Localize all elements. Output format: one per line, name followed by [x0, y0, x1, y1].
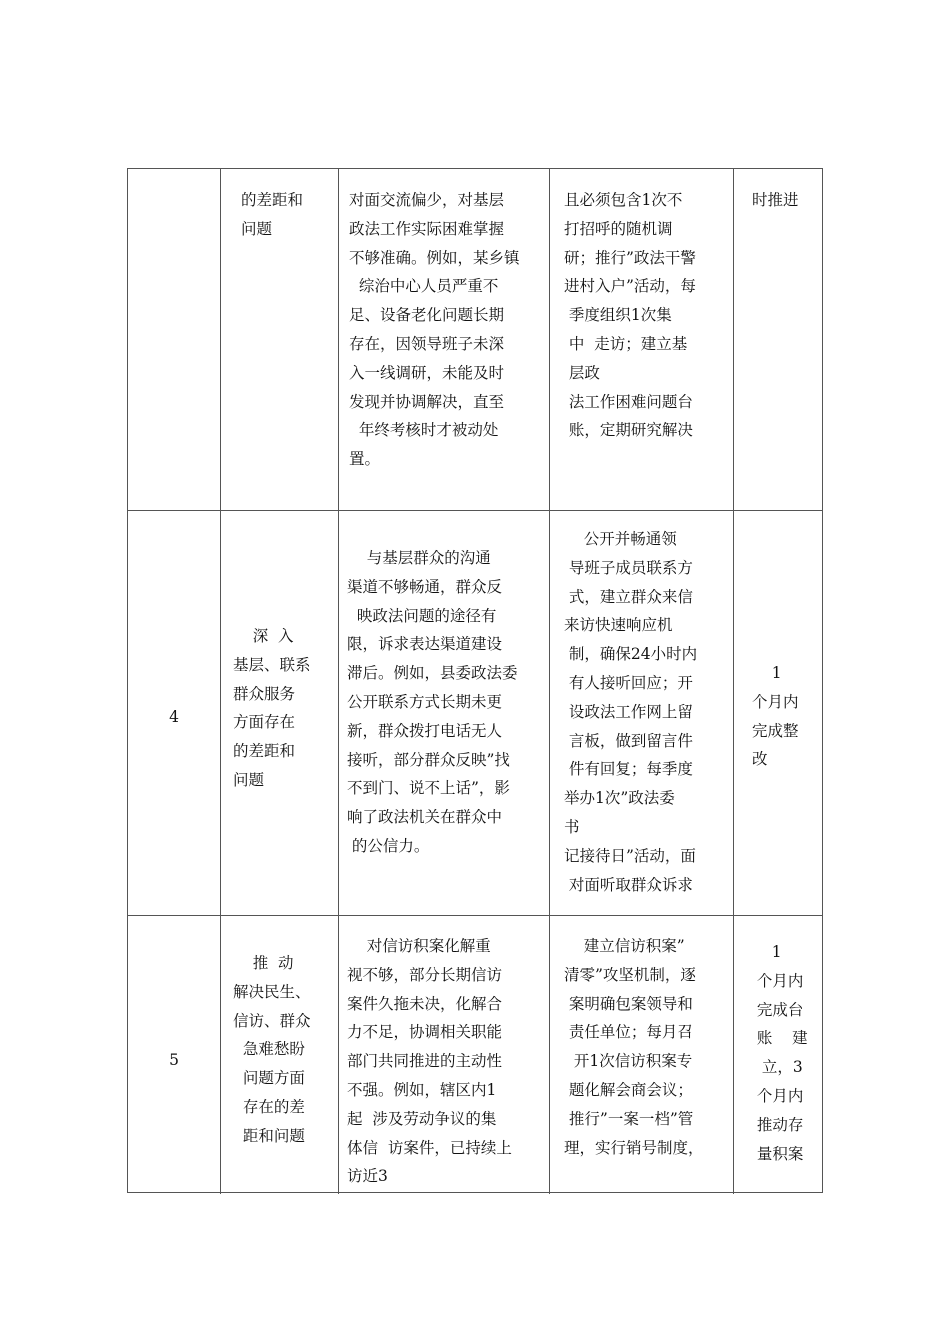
text-line: 的差距和 — [233, 742, 296, 761]
text-line: 清零”攻坚机制，逐 — [564, 965, 696, 984]
table-row — [128, 916, 822, 1194]
text-line: 滞后。例如，县委政法委 — [347, 664, 518, 683]
cell-text — [734, 916, 823, 1168]
text-line: 视不够，部分长期信访 — [347, 965, 503, 984]
text-line: 与基层群众的沟通 — [347, 549, 491, 567]
text-line: 公开并畅通领 — [564, 530, 677, 548]
text-line: 接听，部分群众反映”找 — [347, 750, 510, 769]
text-line: 案件久拖未决，化解合 — [347, 994, 503, 1013]
cell-text — [339, 169, 549, 474]
text-line: 1 — [752, 664, 782, 682]
text-line: 量积案 — [752, 1144, 804, 1163]
text-line: 书 — [564, 817, 580, 836]
measures-cell — [550, 916, 734, 1194]
text-line: 责任单位；每月召 — [564, 1023, 693, 1042]
cell-text — [221, 916, 338, 1151]
text-line: 中 走访；建立基 — [564, 334, 688, 353]
text-line: 季度组织1次集 — [564, 306, 672, 325]
deadline-cell — [734, 169, 823, 510]
text-line: 发现并协调解决，直至 — [349, 392, 505, 411]
text-line: 响了政法机关在群众中 — [347, 808, 503, 827]
text-line: 言板，做到留言件 — [564, 731, 693, 750]
row-number-text — [128, 169, 220, 185]
text-line: 对面听取群众诉求 — [564, 875, 693, 894]
text-line: 年终考核时才被动处 — [349, 421, 499, 440]
text-line: 对面交流偏少，对基层 — [349, 191, 505, 209]
row-number-text: 5 — [169, 1051, 179, 1069]
cell-text — [734, 511, 823, 774]
text-line: 入一线调研，未能及时 — [349, 363, 505, 382]
text-line: 开1次信访积案专 — [564, 1052, 693, 1071]
text-line: 群众服务 — [233, 684, 296, 703]
text-line: 改 — [752, 750, 768, 769]
text-line: 足、设备老化问题长期 — [349, 306, 505, 325]
text-line: 置。 — [349, 450, 381, 469]
text-line: 个月内 — [752, 971, 804, 990]
text-line: 式，建立群众来信 — [564, 587, 693, 606]
text-line: 理，实行销号制度， — [564, 1138, 704, 1157]
text-line: 打招呼的随机调 — [564, 219, 673, 238]
text-line: 建立信访积案” — [564, 937, 685, 955]
text-line: 完成台 — [752, 1000, 804, 1019]
row-number — [128, 916, 221, 1194]
text-line: 有人接听回应；开 — [564, 673, 693, 692]
text-line: 案明确包案领导和 — [564, 994, 693, 1013]
cell-text — [550, 916, 733, 1162]
text-line: 访近3 — [347, 1167, 388, 1186]
text-line: 完成整 — [752, 721, 799, 740]
text-line: 限，诉求表达渠道建设 — [347, 635, 503, 654]
text-line: 的差距和 — [241, 191, 304, 209]
text-line: 存在的差 — [233, 1097, 305, 1116]
text-line: 映政法问题的途径有 — [347, 606, 497, 625]
row-number — [128, 511, 221, 915]
text-line: 力不足，协调相关职能 — [347, 1023, 503, 1042]
problem-cell — [339, 169, 550, 510]
text-line: 对信访积案化解重 — [347, 937, 491, 955]
text-line: 推 动 — [233, 954, 294, 972]
text-line: 方面存在 — [233, 713, 296, 732]
table-row — [128, 511, 822, 916]
cell-text — [550, 511, 733, 899]
text-line: 题化解会商会议； — [564, 1080, 693, 1099]
text-line: 解决民生、 — [233, 982, 311, 1001]
text-line: 不够准确。例如，某乡镇 — [349, 248, 520, 267]
text-line: 不到门、说不上话”，影 — [347, 779, 510, 798]
text-line: 问题 — [233, 770, 265, 789]
text-line: 1 — [752, 943, 782, 961]
text-line: 导班子成员联系方 — [564, 558, 693, 577]
text-line: 问题 — [241, 219, 273, 238]
text-line: 信访、群众 — [233, 1011, 311, 1030]
rectification-table — [127, 168, 823, 1193]
text-line: 件有回复；每季度 — [564, 760, 693, 779]
problem-cell — [339, 916, 550, 1194]
text-line: 且必须包含1次不 — [564, 191, 683, 209]
text-line: 时推进 — [752, 191, 799, 209]
problem-cell — [339, 511, 550, 915]
text-line: 进村入户”活动，每 — [564, 277, 696, 296]
text-line: 研；推行”政法干警 — [564, 248, 696, 267]
cell-text — [550, 169, 733, 445]
item-cell — [221, 169, 339, 510]
text-line: 制，确保24小时内 — [564, 645, 698, 664]
text-line: 推行”一案一档”管 — [564, 1109, 694, 1128]
text-line: 急难愁盼 — [233, 1040, 305, 1059]
text-line: 个月内 — [752, 692, 799, 711]
text-line: 存在，因领导班子未深 — [349, 334, 505, 353]
text-line: 个月内 — [752, 1086, 804, 1105]
text-line: 法工作困难问题台 — [564, 392, 693, 411]
item-cell — [221, 511, 339, 915]
measures-cell — [550, 511, 734, 915]
text-line: 深 入 — [233, 627, 294, 645]
cell-text — [221, 169, 338, 244]
text-line: 问题方面 — [233, 1069, 305, 1088]
measures-cell — [550, 169, 734, 510]
text-line: 设政法工作网上留 — [564, 702, 693, 721]
cell-text — [221, 511, 338, 795]
text-line: 账，定期研究解决 — [564, 421, 693, 440]
text-line: 层政 — [564, 363, 600, 382]
text-line: 不强。例如，辖区内1 — [347, 1080, 497, 1099]
deadline-cell — [734, 916, 823, 1194]
row-number-text: 4 — [169, 708, 179, 726]
item-cell — [221, 916, 339, 1194]
cell-text — [339, 916, 549, 1191]
cell-text — [734, 169, 823, 215]
text-line: 综治中心人员严重不 — [349, 277, 499, 296]
deadline-cell — [734, 511, 823, 915]
table-row — [128, 169, 822, 511]
text-line: 新，群众拨打电话无人 — [347, 721, 503, 740]
text-line: 起 涉及劳动争议的集 — [347, 1109, 497, 1128]
text-line: 记接待日”活动，面 — [564, 846, 696, 865]
cell-text — [339, 511, 549, 861]
text-line: 政法工作实际困难掌握 — [349, 219, 505, 238]
text-line: 公开联系方式长期未更 — [347, 692, 503, 711]
text-line: 的公信力。 — [347, 836, 430, 855]
text-line: 举办1次”政法委 — [564, 789, 675, 808]
text-line: 渠道不够畅通，群众反 — [347, 577, 503, 596]
text-line: 部门共同推进的主动性 — [347, 1052, 503, 1071]
text-line: 立，3 — [752, 1058, 803, 1077]
text-line: 距和问题 — [233, 1126, 305, 1145]
text-line: 来访快速响应机 — [564, 616, 673, 635]
text-line: 体信 访案件，已持续上 — [347, 1138, 512, 1157]
text-line: 基层、联系 — [233, 655, 311, 674]
row-number — [128, 169, 221, 510]
text-line: 推动存 — [752, 1115, 804, 1134]
text-line: 账 建 — [752, 1029, 808, 1048]
